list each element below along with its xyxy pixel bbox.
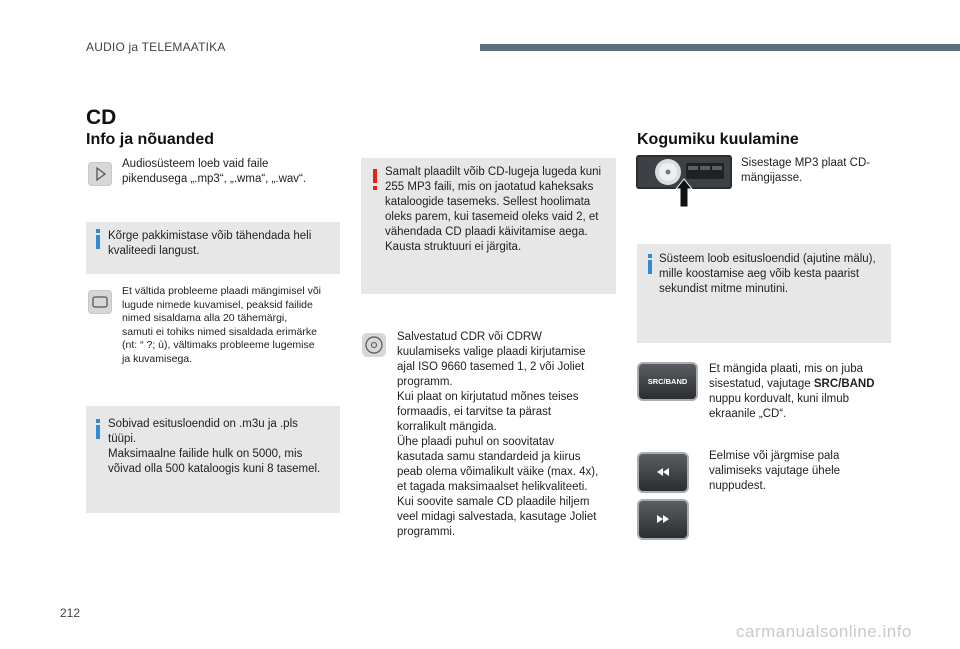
page-title: CD <box>86 106 117 129</box>
note-play-cd: Et mängida plaati, mis on juba sisestatud, vajutage SRC/BAND nuppu korduvalt, kuni ilmub ekraanile „CD“. <box>709 363 875 420</box>
info-box-compression: Kõrge pakkimistase võib tähendada heli kvaliteedi langust. <box>86 222 340 274</box>
fast-forward-icon <box>639 501 687 538</box>
watermark: carmanualsonline.info <box>736 622 912 641</box>
rewind-icon <box>639 454 687 491</box>
note-cdr-cdrw: Salvestatud CDR või CDRW kuulamiseks valige plaadi kirjutamise ajal ISO 9660 tasemed 1, 2 või Joliet programm. Kui plaat on kirjutatud mõnes teises formaadis, ei tarvitse ta pärast korralikult mängida. Ühe plaadi puhul on soovitatav kasutada samu standardeid ja kiirus peab olema võimalikult väike (max. 4x), et tagada maksimaalset helikvaliteeti. Kui soovite samale CD plaadile hiljem veel midagi salvestada, kasutage Joliet programmi. <box>397 331 599 538</box>
next-track-button[interactable] <box>637 499 689 540</box>
subtitle-collection: Kogumiku kuulamine <box>637 131 799 148</box>
page-number: 212 <box>60 606 81 620</box>
warning-box-mp3-limit: Samalt plaadilt võib CD-lugeja lugeda kuni 255 MP3 faili, mis on jaotatud kaheksaks kataloogide tasemeks. Sellest hoolimata oleks parem, kui tasemeid oleks vaid 2, et vähendada CD plaadi käivitamise aega. Kausta struktuuri ei järgita. <box>361 158 616 294</box>
subtitle-info: Info ja nõuanded <box>86 131 214 148</box>
info-icon <box>94 419 102 439</box>
warning-icon <box>371 169 379 191</box>
info-icon <box>94 229 102 249</box>
section-title: AUDIO ja TELEMAATIKA <box>86 40 226 54</box>
info-icon <box>646 254 654 274</box>
info-box-playlist-generation: Süsteem loob esitusloendid (ajutine mälu), mille koostamise aeg võib kesta paarist sekundist mitme minutini. <box>637 244 891 343</box>
info-box-playlists: Sobivad esitusloendid on .m3u ja .pls tüüpi. Maksimaalne failide hulk on 5000, mis võivad olla 500 kataloogis kuni 8 tasemel. <box>86 406 340 513</box>
disc-icon <box>362 333 386 357</box>
cd-player-image <box>636 155 732 207</box>
header-bar <box>480 44 960 51</box>
display-icon <box>88 290 112 314</box>
note-file-types: Audiosüsteem loeb vaid faile pikendusega „.mp3“, „.wma“, „.wav“. <box>122 158 307 185</box>
note-file-names: Et vältida probleeme plaadi mängimisel või lugude nimede kuvamisel, peaksid failide nimed sisaldama alla 20 tähemärgi, samuti ei tohiks nimed sisaldada erimärke (nt: “ ?; ù), vältimaks probleeme lugemise ja kuvamisega. <box>122 285 322 365</box>
src-band-button[interactable]: SRC/BAND <box>637 362 698 401</box>
note-insert-disc: Sisestage MP3 plaat CD- mängijasse. <box>741 157 871 184</box>
previous-track-button[interactable] <box>637 452 689 493</box>
note-prev-next: Eelmise või järgmise pala valimiseks vajutage ühele nuppudest. <box>709 450 841 492</box>
play-icon <box>88 162 112 186</box>
